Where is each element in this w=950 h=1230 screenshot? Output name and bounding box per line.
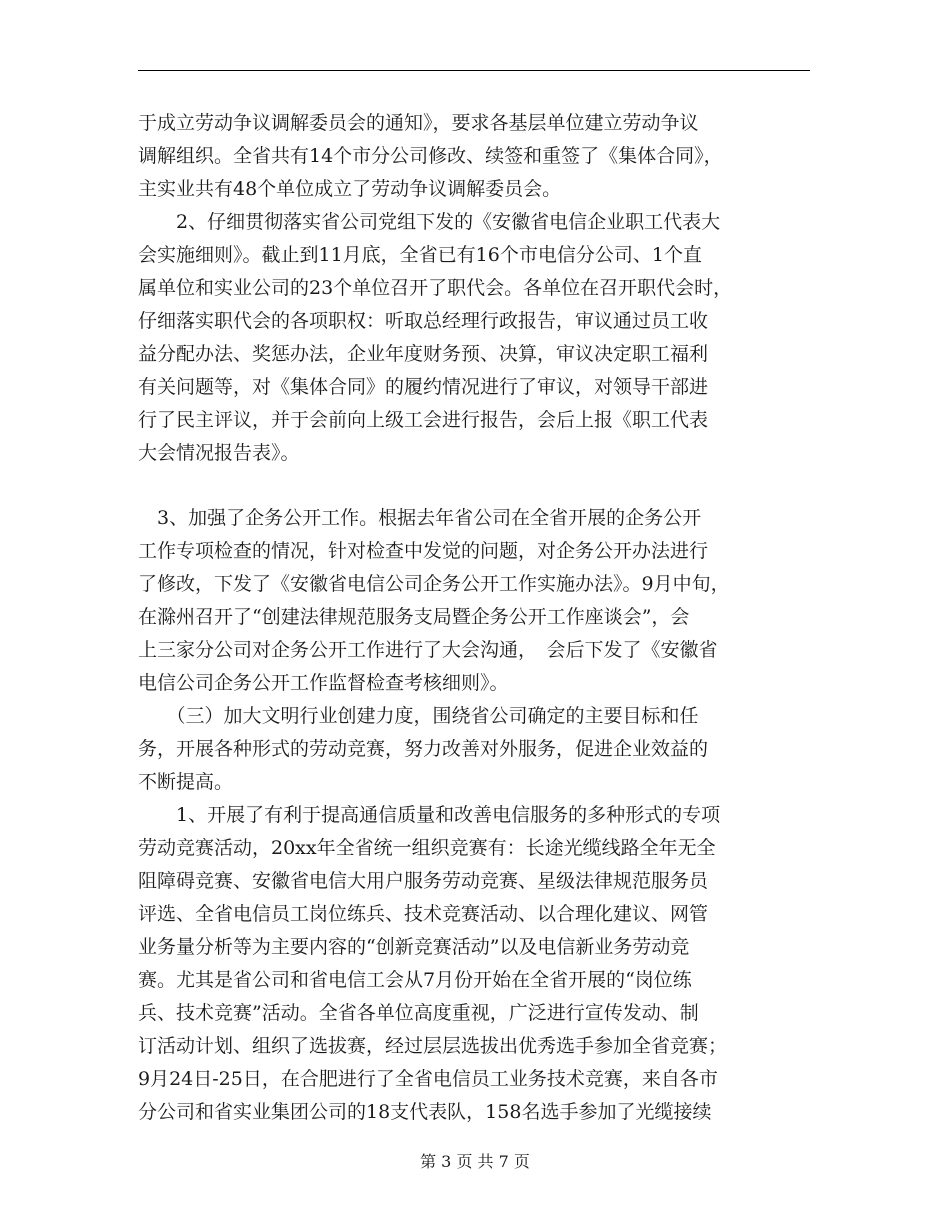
text-line: 行了民主评议，并于会前向上级工会进行报告，会后上报《职工代表: [138, 409, 709, 431]
header-rule: [138, 70, 810, 71]
text-line: 属单位和实业公司的23个单位召开了职代会。各单位在召开职代会时，: [138, 277, 733, 299]
text-line: 主实业共有48个单位成立了劳动争议调解委员会。: [138, 178, 562, 200]
text-line: 会实施细则》。截止到11月底，全省已有16个市电信分公司、1个直: [138, 244, 702, 266]
text-line: 3、加强了企务公开工作。根据去年省公司在全省开展的企务公开: [138, 507, 702, 529]
text-line: 上三家分公司对企务公开工作进行了大会沟通， 会后下发了《安徽省: [138, 639, 718, 661]
text-line: 了修改，下发了《安徽省电信公司企务公开工作实施办法》。9月中旬，: [138, 573, 730, 595]
page-footer: 第 3 页 共 7 页: [420, 1152, 530, 1171]
paragraph-gap: [138, 470, 828, 502]
text-line: （三）加大文明行业创建力度，围绕省公司确定的主要目标和任: [138, 705, 699, 727]
text-line: 大会情况报告表》。: [138, 442, 300, 464]
text-line: 2、仔细贯彻落实省公司党组下发的《安徽省电信企业职工代表大: [138, 211, 721, 233]
text-line: 有关问题等，对《集体合同》的履约情况进行了审议，对领导干部进: [138, 376, 709, 398]
text-line: 赛。尤其是省公司和省电信工会从7月份开始在全省开展的“岗位练: [138, 969, 692, 991]
text-line: 在滁州召开了“创建法律规范服务支局暨企务公开工作座谈会”，会: [138, 606, 690, 628]
text-line: 兵、技术竞赛”活动。全省各单位高度重视，广泛进行宣传发动、制: [138, 1002, 699, 1024]
text-line: 分公司和省实业集团公司的18支代表队，158名选手参加了光缆接续: [138, 1101, 712, 1123]
text-line: 于成立劳动争议调解委员会的通知》，要求各基层单位建立劳动争议: [138, 112, 699, 134]
text-line: 订活动计划、组织了选拔赛，经过层层选拔出优秀选手参加全省竞赛；: [138, 1035, 728, 1057]
text-line: 仔细落实职代会的各项职权：听取总经理行政报告，审议通过员工收: [138, 310, 709, 332]
text-line: 9月24日-25日，在合肥进行了全省电信员工业务技术竞赛，来自各市: [138, 1068, 718, 1090]
text-line: 业务量分析等为主要内容的“创新竞赛活动”以及电信新业务劳动竞: [138, 936, 690, 958]
text-line: 益分配办法、奖惩办法，企业年度财务预、决算，审议决定职工福利: [138, 343, 709, 365]
text-line: 工作专项检查的情况，针对检查中发觉的问题，对企务公开办法进行: [138, 540, 709, 562]
text-line: 不断提高。: [138, 771, 234, 793]
text-line: 电信公司企务公开工作监督检查考核细则》。: [138, 672, 509, 694]
text-line: 评选、全省电信员工岗位练兵、技术竞赛活动、以合理化建议、网管: [138, 903, 709, 925]
document-body: [138, 107, 828, 1129]
text-line: 阻障碍竞赛、安徽省电信大用户服务劳动竞赛、星级法律规范服务员: [138, 870, 709, 892]
text-line: 调解组织。全省共有14个市分公司修改、续签和重签了《集体合同》，: [138, 145, 723, 167]
text-line: 劳动竞赛活动，20xx年全省统一组织竞赛有：长途光缆线路全年无全: [138, 837, 716, 859]
text-line: 务，开展各种形式的劳动竞赛，努力改善对外服务，促进企业效益的: [138, 738, 709, 760]
text-line: 1、开展了有利于提高通信质量和改善电信服务的多种形式的专项: [138, 804, 721, 826]
